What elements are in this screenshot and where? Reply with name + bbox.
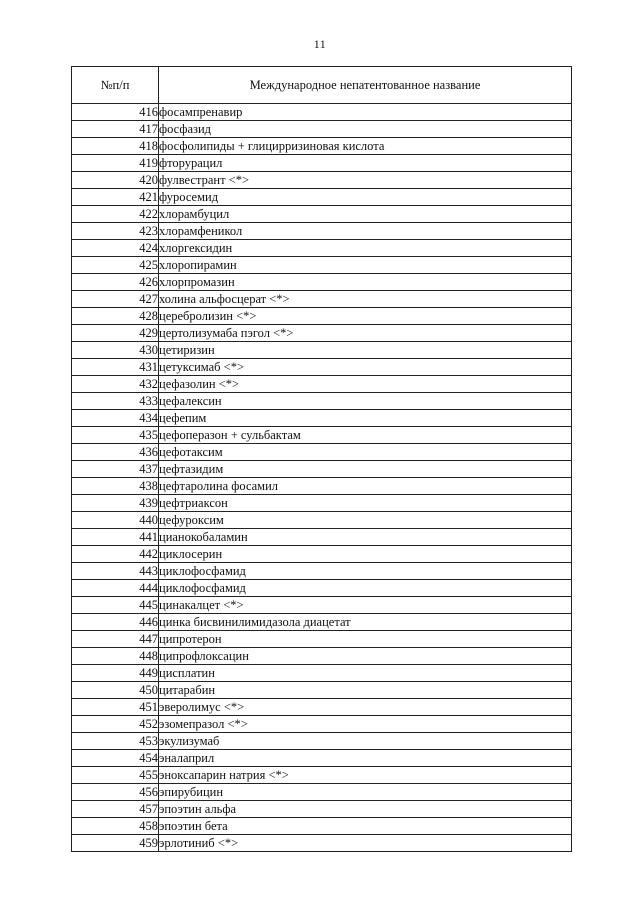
drug-name: холина альфосцерат <*> — [159, 291, 572, 308]
table-row — [72, 614, 572, 631]
row-number: 448 — [72, 648, 159, 665]
table-row — [72, 597, 572, 614]
table-body — [72, 104, 572, 852]
table-row — [72, 665, 572, 682]
row-number: 441 — [72, 529, 159, 546]
table-row — [72, 325, 572, 342]
row-number: 458 — [72, 818, 159, 835]
row-number: 417 — [72, 121, 159, 138]
table-row — [72, 512, 572, 529]
table-row — [72, 376, 572, 393]
row-number: 442 — [72, 546, 159, 563]
drug-name: цитарабин — [159, 682, 572, 699]
drug-name: циклофосфамид — [159, 563, 572, 580]
drug-name: цертолизумаба пэгол <*> — [159, 325, 572, 342]
table-row — [72, 121, 572, 138]
table-row — [72, 189, 572, 206]
row-number: 422 — [72, 206, 159, 223]
table-row — [72, 172, 572, 189]
row-number: 424 — [72, 240, 159, 257]
table-row — [72, 733, 572, 750]
table-row — [72, 801, 572, 818]
table-row — [72, 444, 572, 461]
drug-name: фулвестрант <*> — [159, 172, 572, 189]
drug-name: цетиризин — [159, 342, 572, 359]
row-number: 420 — [72, 172, 159, 189]
drug-name: цинка бисвинилимидазола диацетат — [159, 614, 572, 631]
table-row — [72, 223, 572, 240]
row-number: 419 — [72, 155, 159, 172]
row-number: 438 — [72, 478, 159, 495]
drug-name: фосампренавир — [159, 104, 572, 121]
row-number: 451 — [72, 699, 159, 716]
drug-name: цисплатин — [159, 665, 572, 682]
drug-name: хлорамбуцил — [159, 206, 572, 223]
drug-name: эзомепразол <*> — [159, 716, 572, 733]
table-row — [72, 461, 572, 478]
table-row — [72, 818, 572, 835]
drug-name: эноксапарин натрия <*> — [159, 767, 572, 784]
table-row — [72, 631, 572, 648]
table-row — [72, 206, 572, 223]
table-row — [72, 495, 572, 512]
row-number: 429 — [72, 325, 159, 342]
row-number: 443 — [72, 563, 159, 580]
row-number: 457 — [72, 801, 159, 818]
row-number: 421 — [72, 189, 159, 206]
header-name: Международное непатентованное название — [159, 67, 572, 104]
table-row — [72, 784, 572, 801]
table-row — [72, 308, 572, 325]
table-row — [72, 410, 572, 427]
drug-name: хлоргексидин — [159, 240, 572, 257]
drug-name: эверолимус <*> — [159, 699, 572, 716]
table-row — [72, 274, 572, 291]
drug-name: хлорпромазин — [159, 274, 572, 291]
drug-name: экулизумаб — [159, 733, 572, 750]
table-row — [72, 257, 572, 274]
row-number: 436 — [72, 444, 159, 461]
table-row — [72, 563, 572, 580]
drug-name: цетуксимаб <*> — [159, 359, 572, 376]
drug-name: цефепим — [159, 410, 572, 427]
row-number: 453 — [72, 733, 159, 750]
drug-name: эпоэтин альфа — [159, 801, 572, 818]
drug-name: ципрофлоксацин — [159, 648, 572, 665]
row-number: 450 — [72, 682, 159, 699]
table-row — [72, 427, 572, 444]
row-number: 452 — [72, 716, 159, 733]
table-row — [72, 393, 572, 410]
table-row — [72, 155, 572, 172]
header-number: №п/п — [72, 67, 159, 104]
row-number: 433 — [72, 393, 159, 410]
drug-name: фосфазид — [159, 121, 572, 138]
row-number: 454 — [72, 750, 159, 767]
row-number: 426 — [72, 274, 159, 291]
table-row — [72, 529, 572, 546]
drug-name: фторурацил — [159, 155, 572, 172]
row-number: 456 — [72, 784, 159, 801]
drug-name: эналаприл — [159, 750, 572, 767]
drug-name: цефалексин — [159, 393, 572, 410]
page-number: 11 — [313, 37, 327, 51]
drug-name: эпоэтин бета — [159, 818, 572, 835]
drug-name: цефотаксим — [159, 444, 572, 461]
row-number: 437 — [72, 461, 159, 478]
drug-name: циклосерин — [159, 546, 572, 563]
row-number: 428 — [72, 308, 159, 325]
drug-name: цефуроксим — [159, 512, 572, 529]
drug-name: ципротерон — [159, 631, 572, 648]
table-row — [72, 342, 572, 359]
row-number: 446 — [72, 614, 159, 631]
drug-name: церебролизин <*> — [159, 308, 572, 325]
drug-name: цианокобаламин — [159, 529, 572, 546]
row-number: 432 — [72, 376, 159, 393]
table-row — [72, 104, 572, 121]
drug-name: цефтриаксон — [159, 495, 572, 512]
table-row — [72, 699, 572, 716]
row-number: 430 — [72, 342, 159, 359]
drug-name: цинакалцет <*> — [159, 597, 572, 614]
table-row — [72, 478, 572, 495]
drug-name: цефтаролина фосамил — [159, 478, 572, 495]
table-row — [72, 359, 572, 376]
drug-name: цефтазидим — [159, 461, 572, 478]
table-row — [72, 835, 572, 852]
table-row — [72, 767, 572, 784]
drug-name: эрлотиниб <*> — [159, 835, 572, 852]
table-row — [72, 750, 572, 767]
row-number: 439 — [72, 495, 159, 512]
drug-name: циклофосфамид — [159, 580, 572, 597]
row-number: 447 — [72, 631, 159, 648]
row-number: 431 — [72, 359, 159, 376]
row-number: 435 — [72, 427, 159, 444]
row-number: 459 — [72, 835, 159, 852]
table-row — [72, 682, 572, 699]
drug-name: фосфолипиды + глицирризиновая кислота — [159, 138, 572, 155]
table-row — [72, 648, 572, 665]
row-number: 440 — [72, 512, 159, 529]
row-number: 434 — [72, 410, 159, 427]
row-number: 416 — [72, 104, 159, 121]
drug-name: хлоропирамин — [159, 257, 572, 274]
table-row — [72, 716, 572, 733]
drug-name: цефоперазон + сульбактам — [159, 427, 572, 444]
drug-name: цефазолин <*> — [159, 376, 572, 393]
row-number: 425 — [72, 257, 159, 274]
table-row — [72, 291, 572, 308]
row-number: 449 — [72, 665, 159, 682]
row-number: 427 — [72, 291, 159, 308]
row-number: 445 — [72, 597, 159, 614]
drug-name: фуросемид — [159, 189, 572, 206]
table-row — [72, 138, 572, 155]
row-number: 423 — [72, 223, 159, 240]
drug-table — [71, 66, 572, 852]
row-number: 418 — [72, 138, 159, 155]
table-row — [72, 240, 572, 257]
drug-name: эпирубицин — [159, 784, 572, 801]
table-row — [72, 580, 572, 597]
row-number: 444 — [72, 580, 159, 597]
row-number: 455 — [72, 767, 159, 784]
drug-name: хлорамфеникол — [159, 223, 572, 240]
table-row — [72, 546, 572, 563]
table-header-row — [72, 67, 572, 104]
